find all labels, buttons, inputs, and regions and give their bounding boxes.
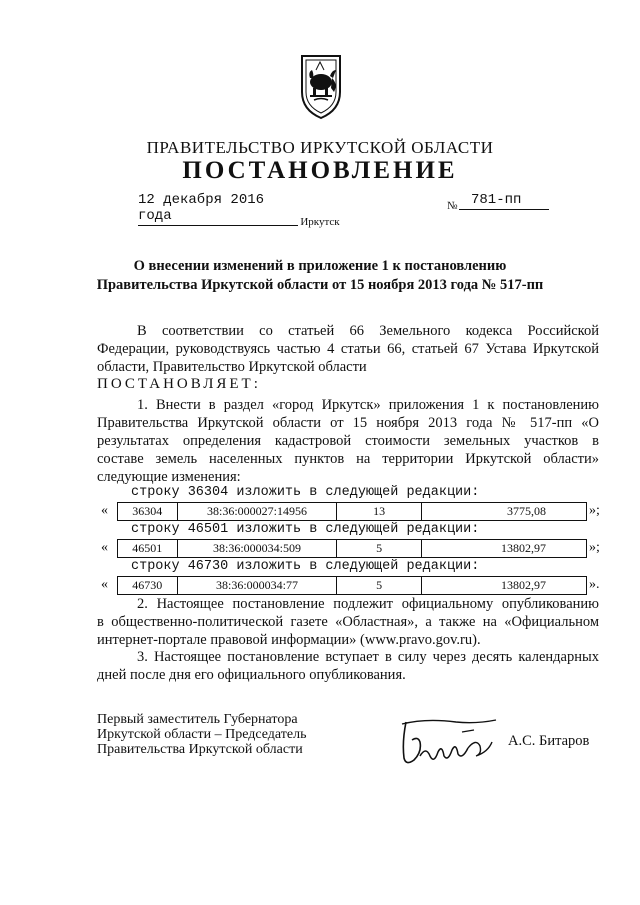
item1-line: результатах определения кадастровой стоимости земельных участков в: [97, 433, 599, 449]
table-cell: 46501: [118, 540, 178, 557]
intro-line: области, Правительство Иркутской области: [97, 359, 367, 375]
document-type: ПОСТАНОВЛЕНИЕ: [182, 157, 458, 184]
table-cell: 36304: [118, 503, 178, 520]
table-cell: 38:36:000034:77: [178, 577, 338, 594]
close-quote: »;: [589, 540, 600, 555]
change-table-row: [117, 539, 587, 558]
item1-line: следующие изменения:: [97, 469, 241, 485]
table-cell: 38:36:000027:14956: [178, 503, 338, 520]
item3-line: дней после дня его официального опубликования.: [97, 667, 406, 683]
signature-icon: [396, 712, 508, 772]
item1-line: 1. Внести в раздел «город Иркутск» приложения 1 к постановлению: [137, 397, 599, 413]
coat-of-arms-icon: [296, 48, 346, 120]
document-number: 781-пп: [459, 192, 549, 210]
change-table-row: [117, 502, 587, 521]
table-cell: 5: [337, 540, 421, 557]
change-table-row: [117, 576, 587, 595]
signatory-position: Иркутской области – Председатель: [97, 727, 307, 742]
resolves-heading: ПОСТАНОВЛЯЕТ:: [97, 376, 261, 392]
intro-line: В соответствии со статьей 66 Земельного кодекса Российской: [137, 323, 599, 339]
item3-line: 3. Настоящее постановление вступает в силу через десять календарных: [137, 649, 599, 665]
change-label: строку 46501 изложить в следующей редакции:: [131, 522, 480, 537]
signatory-position: Правительства Иркутской области: [97, 742, 303, 757]
city-name: Иркутск: [300, 216, 340, 228]
item2-line: 2. Настоящее постановление подлежит официальному опубликованию: [137, 596, 599, 612]
signatory-position: Первый заместитель Губернатора: [97, 712, 298, 727]
number-sign: №: [447, 200, 458, 212]
close-quote: ».: [589, 577, 600, 592]
change-label: строку 46730 изложить в следующей редакции:: [131, 559, 480, 574]
organization-name: ПРАВИТЕЛЬСТВО ИРКУТСКОЙ ОБЛАСТИ: [146, 138, 494, 157]
document-title-line2: Правительства Иркутской области от 15 ноября 2013 года № 517-пп: [96, 277, 544, 293]
intro-line: Федерации, руководствуясь частью 4 статьи 66, статьей 67 Устава Иркутской: [97, 341, 599, 357]
document-title-line1: О внесении изменений в приложение 1 к постановлению: [133, 258, 507, 274]
table-cell: 5: [337, 577, 421, 594]
item2-line: интернет-портале правовой информации» (www.pravo.gov.ru).: [97, 632, 481, 648]
table-cell: 13802,97: [501, 541, 546, 555]
item1-line: Правительства Иркутской области от 15 ноября 2013 года № 517-пп «О: [97, 415, 599, 431]
table-cell: 46730: [118, 577, 178, 594]
signatory-name: А.С. Битаров: [508, 733, 590, 749]
table-cell: 13: [337, 503, 421, 520]
table-cell: 38:36:000034:509: [178, 540, 338, 557]
document-date: 12 декабря 2016 года: [138, 192, 298, 226]
table-cell: 3775,08: [507, 504, 546, 518]
item1-line: составе земель населенных пунктов на территории Иркутской области»: [97, 451, 599, 467]
change-label: строку 36304 изложить в следующей редакции:: [131, 485, 480, 500]
open-quote: «: [101, 503, 108, 518]
item2-line: в общественно-политической газете «Областная», а также на «Официальном: [97, 614, 599, 630]
open-quote: «: [101, 540, 108, 555]
close-quote: »;: [589, 503, 600, 518]
table-cell: 13802,97: [501, 578, 546, 592]
open-quote: «: [101, 577, 108, 592]
